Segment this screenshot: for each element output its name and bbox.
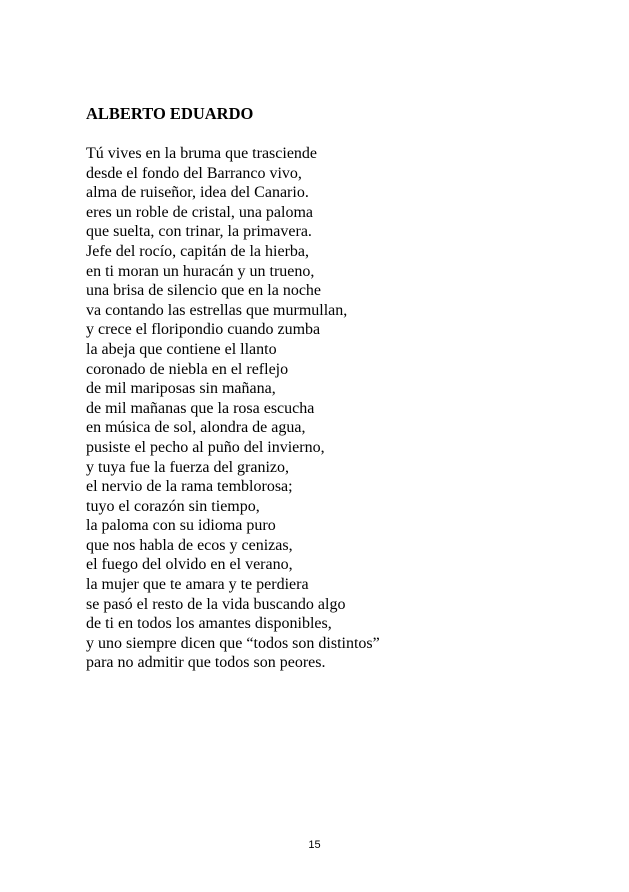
poem-line: que nos habla de ecos y cenizas, xyxy=(86,536,293,554)
poem-line: y crece el floripondio cuando zumba xyxy=(86,321,321,339)
poem-line: en música de sol, alondra de agua, xyxy=(86,419,306,437)
poem-line: la abeja que contiene el llanto xyxy=(86,340,277,358)
poem-line: el nervio de la rama temblorosa; xyxy=(86,478,293,496)
poem-title: ALBERTO EDUARDO xyxy=(86,104,254,123)
poem-line: el fuego del olvido en el verano, xyxy=(86,556,293,574)
poem-line: tuyo el corazón sin tiempo, xyxy=(86,497,260,515)
poem-line: Tú vives en la bruma que trasciende xyxy=(86,145,318,162)
poem-line: para no admitir que todos son peores. xyxy=(86,654,326,672)
poem-line: la paloma con su idioma puro xyxy=(86,517,276,535)
poem-line: Jefe del rocío, capitán de la hierba, xyxy=(86,242,309,260)
poem-line: va contando las estrellas que murmullan, xyxy=(86,301,348,319)
poem-line: eres un roble de cristal, una paloma xyxy=(86,203,314,221)
poem-line: que suelta, con trinar, la primavera. xyxy=(86,223,312,241)
poem-line: de mil mariposas sin mañana, xyxy=(86,380,276,398)
poem-line: una brisa de silencio que en la noche xyxy=(86,282,322,300)
poem-line: y uno siempre dicen que “todos son distintos” xyxy=(86,634,380,652)
poem-body xyxy=(86,144,380,673)
poem-line: pusiste el pecho al puño del invierno, xyxy=(86,438,325,456)
poem-line: de ti en todos los amantes disponibles, xyxy=(86,615,332,633)
poem-line: alma de ruiseñor, idea del Canario. xyxy=(86,184,309,202)
poem-line: coronado de niebla en el reflejo xyxy=(86,360,289,378)
poem-line: de mil mañanas que la rosa escucha xyxy=(86,399,315,417)
poem-line: se pasó el resto de la vida buscando algo xyxy=(86,595,346,613)
poem-line: la mujer que te amara y te perdiera xyxy=(86,576,309,594)
poem-line: y tuya fue la fuerza del granizo, xyxy=(86,458,290,476)
poem-line: en ti moran un huracán y un trueno, xyxy=(86,262,315,280)
poem-line: desde el fondo del Barranco vivo, xyxy=(86,164,302,182)
page-number: 15 xyxy=(308,839,321,851)
